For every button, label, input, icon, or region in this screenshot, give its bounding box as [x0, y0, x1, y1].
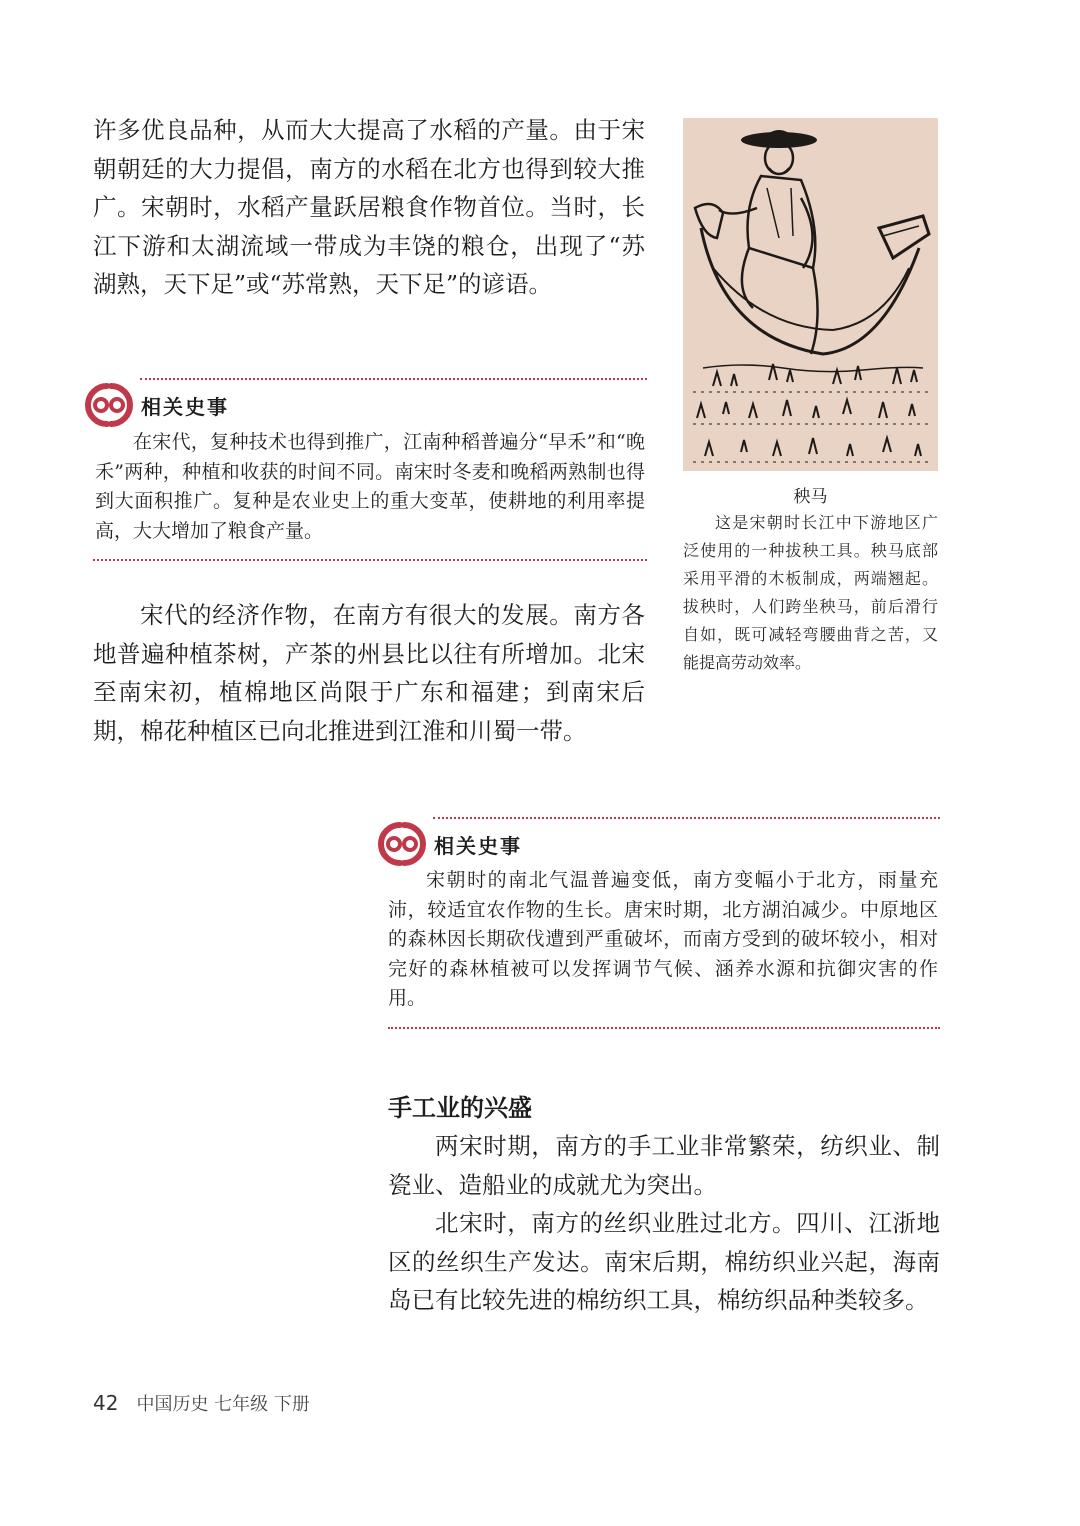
intro-paragraph: 许多优良品种，从而大大提高了水稻的产量。由于宋朝朝廷的大力提倡，南方的水稻在北方也得到较大推广。宋朝时，水稻产量跃居粮食作物首位。当时，长江下游和太湖流域一带成为丰饶的粮仓，出现了“苏湖熟，天下足”或“苏常熟，天下足”的谚语。: [93, 116, 645, 298]
handicraft-paragraph-2: 北宋时，南方的丝织业胜过北方。四川、江浙地区的丝织生产发达。南宋后期，棉纺织业兴起，海南岛已有比较先进的棉纺织工具，棉纺织品种类较多。: [388, 1209, 940, 1314]
handicraft-paragraph-1: 两宋时期，南方的手工业非常繁荣，纺织业、制瓷业、造船业的成就尤为突出。: [388, 1132, 940, 1199]
yangma-illustration: [683, 118, 938, 471]
page-footer: [93, 1390, 310, 1416]
box2-text: 宋朝时的南北气温普遍变低，南方变幅小于北方，雨量充沛，较适宜农作物的生长。唐宋时期，北方湖泊减少。中原地区的森林因长期砍伐遭到严重破坏，而南方受到的破坏较小，相对完好的森林植被可以发挥调节气候、涵养水源和抗御灾害的作用。: [388, 869, 938, 1009]
box2-bottom-divider: [388, 1027, 940, 1029]
box2-header: [376, 819, 522, 869]
box2-title: 相关史事: [434, 833, 522, 858]
box1-text: 在宋代，复种技术也得到推广，江南种稻普遍分“早禾”和“晚禾”两种，种植和收获的时间不同。南宋时冬麦和晚稻两熟制也得到大面积推广。复种是农业史上的重大变革，使耕地的利用率提高，大大增加了粮食产量。: [95, 431, 645, 542]
related-history-icon: [376, 819, 428, 869]
related-history-icon: [83, 380, 135, 430]
figure-title: 秧马: [793, 487, 828, 507]
box1-bottom-divider: [93, 559, 647, 561]
box1-header: [83, 380, 229, 430]
cash-crops-paragraph: 宋代的经济作物，在南方有很大的发展。南方各地普遍种植茶树，产茶的州县比以往有所增加。北宋至南宋初，植棉地区尚限于广东和福建；到南宋后期，棉花种植区已向北推进到江淮和川蜀一带。: [93, 601, 645, 745]
figure-caption: 这是宋朝时长江中下游地区广泛使用的一种拔秧工具。秧马底部采用平滑的木板制成，两端翘起。拔秧时，人们跨坐秧马，前后滑行自如，既可减轻弯腰曲背之苦，又能提高劳动效率。: [683, 513, 938, 672]
section-heading: 手工业的兴盛: [388, 1094, 532, 1122]
yangma-figure: [683, 118, 938, 471]
book-title: 中国历史 七年级 下册: [136, 1394, 310, 1415]
page-number: 42: [93, 1391, 119, 1415]
box1-title: 相关史事: [141, 394, 229, 419]
